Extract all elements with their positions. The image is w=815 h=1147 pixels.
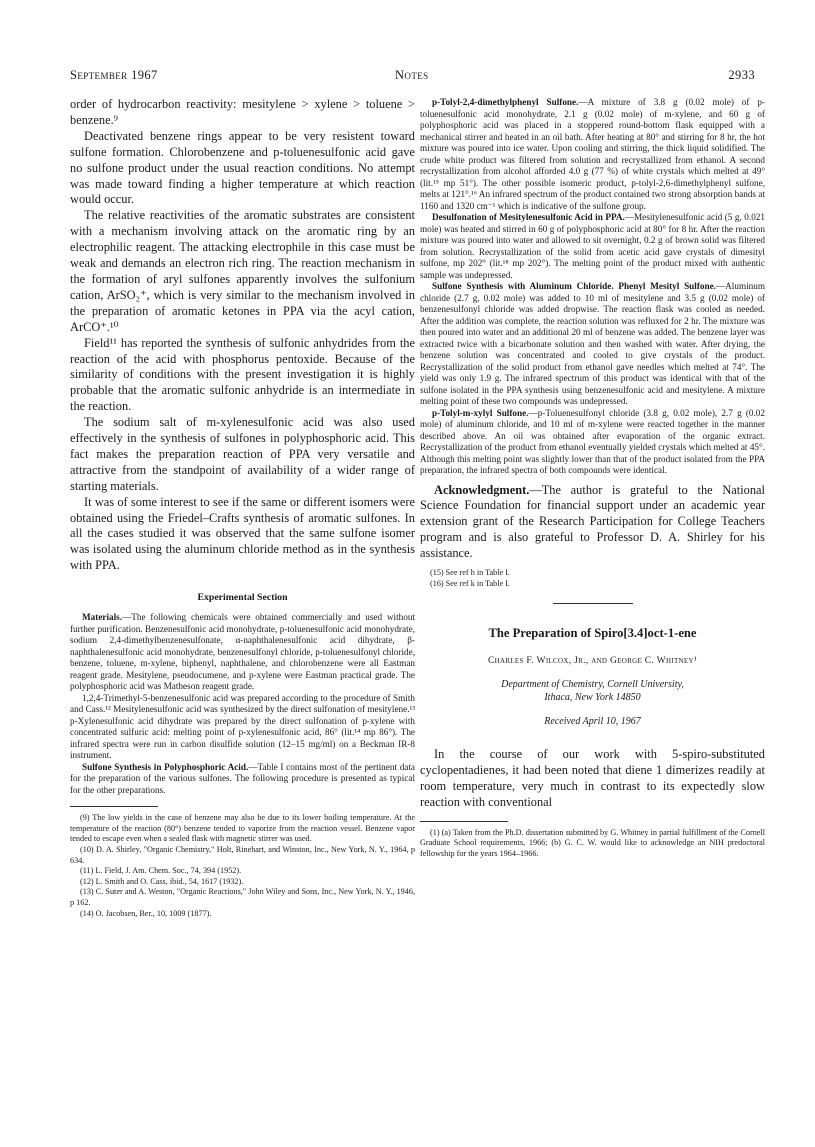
run-in-heading: Desulfonation of Mesitylenesulfonic Acid in PPA. <box>432 212 625 222</box>
paragraph-text: —The author is grateful to the National Science Foundation for financial support under an academic year extension grant of the Research Participation for College Teachers program and is also grateful to Professor D. A. Shirley for his assistance. <box>420 482 765 561</box>
procedure-paragraph <box>420 212 765 281</box>
paragraph-text: —p-Toluenesulfonyl chloride (3.8 g, 0.02 mole), 2.7 g (0.02 mole) of aluminum chloride, and 10 ml of m-xylene were reacted together in the manner described above. An oil was obtained after evaporation of the organic extract. Recrystallization of the product from ethanol eventually yielded crystals which melted at 45°. Although this melting point was slightly lower than that of the product isolated from the PPA preparation, the infrared spectra of both compounds were identical. <box>420 407 765 475</box>
intro-paragraph: In the course of our work with 5-spiro-substituted cyclopentadienes, it had been noted that diene 1 dimerizes readily at room temperature, very much in contrast to its expectedly slow reaction with conventional <box>420 747 765 809</box>
procedure-paragraph <box>420 281 765 408</box>
author-affiliation <box>420 678 765 704</box>
body-paragraph: Deactivated benzene rings appear to be very resistent toward sulfone formation. Chlorobenzene and p-toluenesulfonic acid gave no sulfone product under the usual reaction conditions. No attempt was made toward finding a higher temperature at which reaction would occur. <box>70 128 415 207</box>
footnote-rule <box>420 821 508 822</box>
run-in-heading: p-Tolyl-m-xylyl Sulfone. <box>432 407 529 418</box>
body-paragraph: It was of some interest to see if the same or different isomers were obtained using the Friedel–Crafts synthesis of aromatic sulfones. In all the cases studied it was observed that the same sulfone isomer was isolated using the aluminum chloride method as in the synthesis with PPA. <box>70 494 415 573</box>
footnote: (13) C. Suter and A. Weston, "Organic Reactions," John Wiley and Sons, Inc., New York, N. Y., 1946, p 162. <box>70 887 415 907</box>
footnote: (14) O. Jacobsen, Ber., 10, 1009 (1877). <box>80 908 212 918</box>
body-paragraph: order of hydrocarbon reactivity: mesitylene > xylene > toluene > benzene.⁹ <box>70 97 415 127</box>
right-column <box>420 97 765 860</box>
received-date: Received April 10, 1967 <box>544 716 641 728</box>
footnote: (1) (a) Taken from the Ph.D. dissertation submitted by G. Whitney in partial fulfillment of the Cornell Graduate School requirements, 1966; (b) G. C. W. would like to acknowledge an NIH predoctoral fellowship for the years 1964–1966. <box>420 827 765 859</box>
materials-paragraph <box>70 612 415 693</box>
body-paragraph: The sodium salt of m-xylenesulfonic acid was also used effectively in the synthesis of sulfones in polyphosphoric acid. This fact makes the preparation reaction of PPA very versatile and attractive from the standpoint of availability of a wider range of starting materials. <box>70 415 415 493</box>
running-header-date: September 1967 <box>70 68 158 82</box>
affiliation-line: Department of Chemistry, Cornell University, <box>501 679 684 691</box>
synthesis-paragraph <box>70 762 415 797</box>
article-authors: Charles F. Wilcox, Jr., and George C. Whitney¹ <box>487 655 698 667</box>
procedure-paragraph <box>420 408 765 477</box>
body-paragraph: Field¹¹ has reported the synthesis of sulfonic anhydrides from the reaction of the acid with phosphorus pentoxide. Because of the similarity of conditions with the present investigation it is highly probable that the aromatic sulfonic anhydride is an intermediate in the reaction. <box>70 335 415 414</box>
running-header-section: Notes <box>395 68 429 82</box>
footnote: (12) L. Smith and O. Cass, ibid., 54, 1617 (1932). <box>80 876 244 886</box>
paragraph-text: —A mixture of 3.8 g (0.02 mole) of p-toluenesulfonic acid monohydrate, 2.1 g (0.02 mole) of m-xylene, and 60 g of polyphosphoric acid was placed in a stoppered round-bottom flask equipped with a mechanical stirrer and heated in an oil bath. After heating at 80° and stirring for 8 hr, the hot mixture was poured into ice water. Upon cooling and stirring, the thick liquid solidified. The crude white product was filtered from solution and recrystallized from ethanol. A second recrystallization from alcohol afforded 4.0 g (77 %) of white crystals which melted at 49° (lit.¹⁵ mp 51°). The other possible isomeric product, p-tolyl-2,6-dimethylphenyl sulfone, melts at 121°.¹⁶ An infrared spectrum of the product contained two strong absorption bands at 1160 and 1320 cm⁻¹ which is indicative of the sulfone group. <box>420 97 765 211</box>
procedure-paragraph <box>420 97 765 212</box>
acknowledgment-paragraph <box>420 483 765 563</box>
run-in-heading: Acknowledgment. <box>434 482 530 497</box>
paragraph-text: —Aluminum chloride (2.7 g, 0.02 mole) was added to 10 ml of mesitylene and 3.5 g (0.02 mole) of benzenesulfonyl chloride was added dropwise. The reaction flask was cooled as needed. After the addition was complete, the reaction solution was refluxed for 2 hr. The mixture was then poured into water and an additional 20 ml of benzene was added. The benzene layer was extracted twice with a bicarbonate solution and then washed with water. After drying, the benzene solution was concentrated and cooled to give crystals of the product. Recrystallization of the solid product from ethanol gave needles which melted at 74°. The yield was only 1.9 g. The infrared spectrum of this product was identical with that of the sulfone isolated in the PPA synthesis using benzenesulfonic acid and mesitylene. A mixture melting point of these two compounds was undepressed. <box>420 281 765 406</box>
footnote: (11) L. Field, J. Am. Chem. Soc., 74, 394 (1952). <box>80 866 242 876</box>
left-column <box>70 97 415 919</box>
footnote: (16) See ref k in Table I. <box>430 578 510 588</box>
footnote: (9) The low yields in the case of benzene may also be due to its lower boiling temperature. At the temperature of the reaction (80°) benzene tended to vaporize from the reaction vessel. Benzene vapor tended to escape even when a sealed flask with magnetic stirrer was used. <box>70 813 415 844</box>
paragraph-text: —Mesitylenesulfonic acid (5 g, 0.021 mole) was heated and stirred in 60 g of polyphosphoric acid at 80° for 8 hr. After the reaction mixture was poured into water and allowed to sit overnight, 0.2 g of brown solid was filtered from solution. Recrystallization of the solid from acetic acid gave crystals of dimesityl sulfone, mp 202° (lit.¹⁸ mp 202°). The melting point of the product mixed with authentic sample was undepressed. <box>420 212 765 280</box>
footnote: (15) See ref h in Table I. <box>430 568 510 578</box>
body-paragraph: The relative reactivities of the aromatic substrates are consistent with a mechanism involving attack on the aromatic ring by an electrophilic reagent. The attacking electrophile in this case must be weak and demands an electron rich ring. The reaction mechanism in the formation of aryl sulfones apparently involves the sulfonium cation, ArSO₂⁺, which is very similar to the mechanism involved in the preparation of aromatic ketones in PPA via the acyl cation, ArCO⁺.¹⁰ <box>70 208 415 334</box>
run-in-heading: Sulfone Synthesis with Aluminum Chloride. Phenyl Mesityl Sulfone. <box>432 281 716 291</box>
page-number: 2933 <box>728 68 755 82</box>
procedure-paragraph: 1,2,4-Trimethyl-5-benzenesulfonic acid was prepared according to the procedure of Smith and Cass.¹² Mesitylenesulfonic acid was synthesized by the direct sulfonation of mesitylene.¹³ p-Xylenesulfonic acid dihydrate was prepared by the direct sulfonation of p-xylene with concentrated sulfuric acid: melting point of p-xylenesulfonic acid, 86° (lit.¹⁴ mp 86°). The infrared spectra were run in carbon disulfide solution (12–15 mg/ml) on a Beckman IR-8 instrument. <box>70 692 415 761</box>
footnote: (10) D. A. Shirley, "Organic Chemistry," Holt, Rinehart, and Winston, Inc., New York, N. Y., 1964, p 634. <box>70 844 415 865</box>
run-in-heading: p-Tolyl-2,4-dimethylphenyl Sulfone. <box>432 97 579 107</box>
affiliation-line: Ithaca, New York 14850 <box>544 692 641 704</box>
article-title: The Preparation of Spiro[3.4]oct-1-ene <box>488 626 697 641</box>
footnote-rule <box>70 806 158 807</box>
article-divider <box>553 603 633 604</box>
section-heading: Experimental Section <box>197 592 288 604</box>
paragraph-text: —The following chemicals were obtained commercially and used without further purification. Benzenesulfonic acid monohydrate, p-toluenesulfonic acid monohydrate, sodium 2,4-dimethylbenzenesulfonate, α-naphthalenesulfonic acid dihydrate, β-naphthalenesulfonic acid monohydrate, benzenesulfonyl chloride, p-toluenesulfonyl chloride, benzene, toluene, m-xylene, biphenyl, naphthalene, and chlorobenzene were all Eastman reagent grade. Mesitylene, pseudocumene, and p-xylene were Eastman practical grade. The polyphosphoric acid was Matheson reagent grade. <box>70 612 415 692</box>
run-in-heading: Sulfone Synthesis in Polyphosphoric Acid. <box>82 761 249 772</box>
run-in-heading: Materials. <box>82 612 123 623</box>
paragraph-text: —Table I contains most of the pertinent data for the preparation of the various sulfones. The following procedure is presented as typical for the other preparations. <box>70 761 415 795</box>
